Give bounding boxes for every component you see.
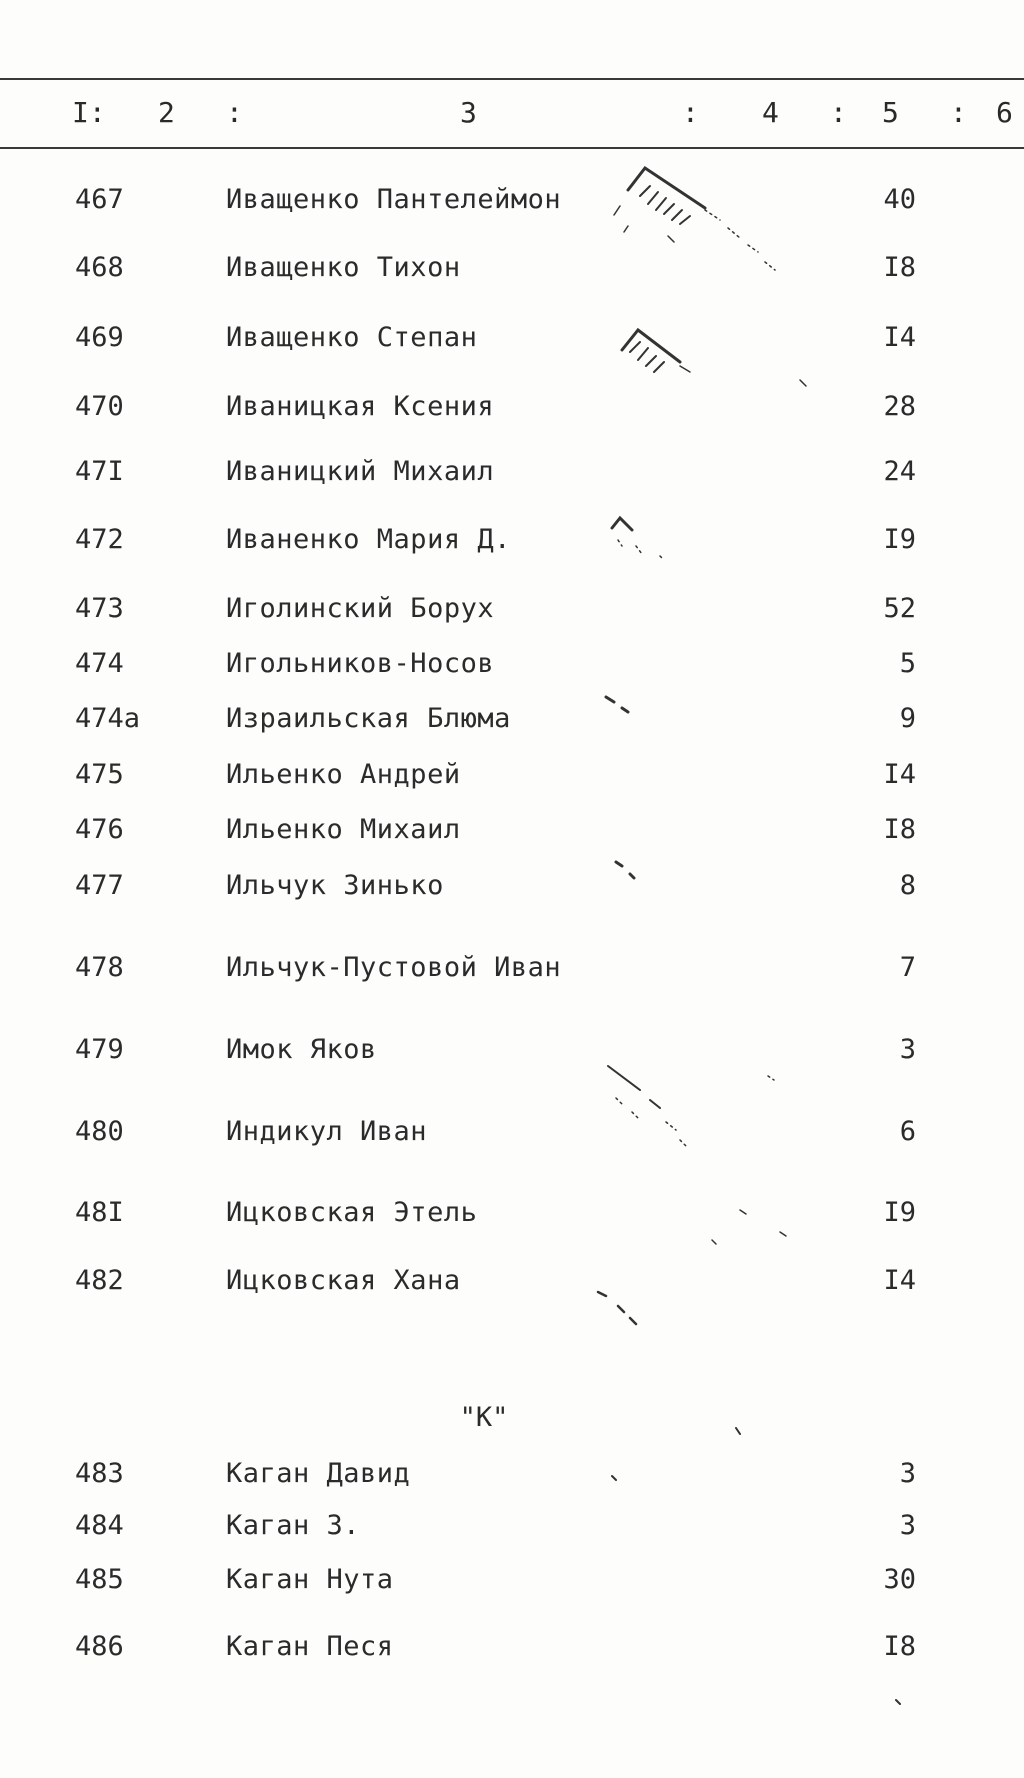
row-value: I9 — [883, 524, 916, 555]
row-number: 470 — [75, 391, 124, 422]
row-value: I4 — [883, 1265, 916, 1296]
row-number: 484 — [75, 1510, 124, 1541]
row-name: Ильенко Андрей — [226, 759, 461, 790]
row-name: Имок Яков — [226, 1034, 377, 1065]
row-number: 479 — [75, 1034, 124, 1065]
row-value: I9 — [883, 1197, 916, 1228]
row-number: 473 — [75, 593, 124, 624]
table-row — [0, 1506, 1024, 1546]
stamp-speck-mark — [680, 366, 806, 386]
row-name: Каган Нута — [226, 1564, 394, 1595]
table-row — [0, 1030, 1024, 1070]
row-name: Иващенко Тихон — [226, 252, 461, 283]
row-value: 7 — [899, 952, 916, 983]
row-value: I8 — [883, 252, 916, 283]
header-bottom-rule — [0, 147, 1024, 149]
row-name: Индикул Иван — [226, 1116, 428, 1147]
header-sep2: : — [682, 96, 699, 129]
row-number: 48I — [75, 1197, 124, 1228]
row-name: Каган З. — [226, 1510, 361, 1541]
row-name: Ицковская Этель — [226, 1197, 478, 1228]
row-number: 469 — [75, 322, 124, 353]
table-row — [0, 866, 1024, 906]
row-number: 480 — [75, 1116, 124, 1147]
row-value: 3 — [899, 1458, 916, 1489]
table-row — [0, 387, 1024, 427]
row-value: 9 — [899, 703, 916, 734]
row-number: 476 — [75, 814, 124, 845]
header-col1: I: — [72, 96, 106, 129]
row-number: 474 — [75, 648, 124, 679]
row-name: Иваницкая Ксения — [226, 391, 495, 422]
table-row — [0, 948, 1024, 988]
row-name: Иваницкий Михаил — [226, 456, 495, 487]
row-name: Ицковская Хана — [226, 1265, 461, 1296]
row-name: Иващенко Степан — [226, 322, 478, 353]
row-number: 474a — [75, 703, 141, 734]
header-sep3: : — [830, 96, 847, 129]
table-row — [0, 589, 1024, 629]
row-number: 475 — [75, 759, 124, 790]
row-name: Израильская Блюма — [226, 703, 511, 734]
row-value: I8 — [883, 1631, 916, 1662]
header-col4: 4 — [762, 96, 779, 129]
table-row — [0, 452, 1024, 492]
row-name: Каган Давид — [226, 1458, 411, 1489]
row-name: Ильенко Михаил — [226, 814, 461, 845]
row-value: 30 — [883, 1564, 916, 1595]
row-number: 472 — [75, 524, 124, 555]
table-row — [0, 1560, 1024, 1600]
table-row — [0, 180, 1024, 220]
header-top-rule — [0, 78, 1024, 80]
row-value: 52 — [883, 593, 916, 624]
row-number: 47I — [75, 456, 124, 487]
header-col6: 6 — [996, 96, 1013, 129]
row-value: 40 — [883, 184, 916, 215]
row-name: Иващенко Пантелеймон — [226, 184, 562, 215]
row-name: Ильчук-Пустовой Иван — [226, 952, 562, 983]
header-col5: 5 — [882, 96, 899, 129]
table-row — [0, 1193, 1024, 1233]
row-name: Игольников-Носов — [226, 648, 495, 679]
table-row — [0, 1627, 1024, 1667]
row-value: I4 — [883, 759, 916, 790]
row-number: 483 — [75, 1458, 124, 1489]
stamp-line-mark — [608, 1066, 660, 1108]
row-number: 482 — [75, 1265, 124, 1296]
row-value: 5 — [899, 648, 916, 679]
table-row — [0, 318, 1024, 358]
row-number: 467 — [75, 184, 124, 215]
header-col2: 2 — [158, 96, 175, 129]
row-number: 477 — [75, 870, 124, 901]
row-value: I8 — [883, 814, 916, 845]
row-value: 8 — [899, 870, 916, 901]
row-name: Иваненко Мария Д. — [226, 524, 511, 555]
table-row — [0, 810, 1024, 850]
header-sep4: : — [950, 96, 967, 129]
row-number: 468 — [75, 252, 124, 283]
table-row — [0, 520, 1024, 560]
row-value: 3 — [899, 1510, 916, 1541]
header-sep1: : — [226, 96, 243, 129]
table-row — [0, 699, 1024, 739]
row-number: 486 — [75, 1631, 124, 1662]
table-row — [0, 1454, 1024, 1494]
row-name: Ильчук Зинько — [226, 870, 444, 901]
row-value: I4 — [883, 322, 916, 353]
row-name: Каган Песя — [226, 1631, 394, 1662]
section-title-k: "К" — [459, 1402, 509, 1433]
table-row — [0, 644, 1024, 684]
row-value: 24 — [883, 456, 916, 487]
table-row — [0, 248, 1024, 288]
row-number: 478 — [75, 952, 124, 983]
row-value: 6 — [899, 1116, 916, 1147]
table-row — [0, 1261, 1024, 1301]
row-value: 28 — [883, 391, 916, 422]
header-col3: 3 — [460, 96, 477, 129]
row-name: Иголинский Борух — [226, 593, 495, 624]
row-number: 485 — [75, 1564, 124, 1595]
table-row — [0, 755, 1024, 795]
table-row — [0, 1112, 1024, 1152]
row-value: 3 — [899, 1034, 916, 1065]
